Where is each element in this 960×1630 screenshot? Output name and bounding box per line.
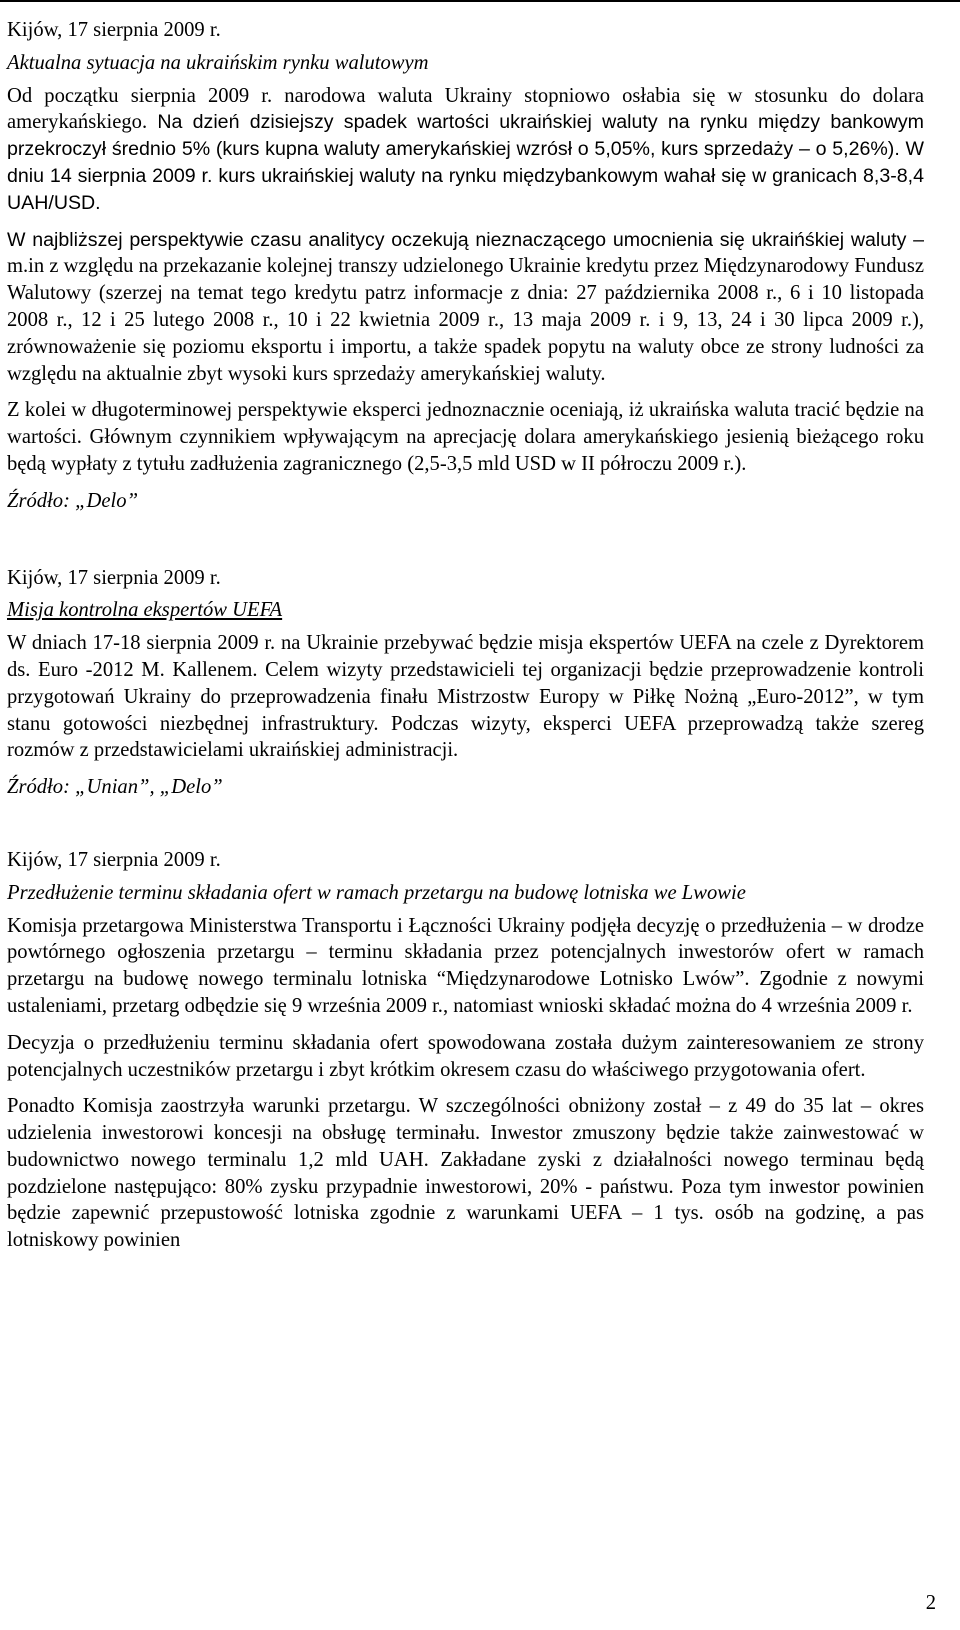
article-lviv-airport (7, 847, 924, 1254)
article-paragraph (7, 227, 924, 388)
article-uefa-mission (7, 565, 924, 801)
article-dateline: Kijów, 17 sierpnia 2009 r. (7, 566, 221, 589)
article-paragraph: Ponadto Komisja zaostrzyła warunki przetargu. W szczególności obniżony został – z 49 do 35 lat – okres udzielenia inwestorowi koncesji na obsługę terminału. Inwestor zmuszony będzie także zainwestować w budownictwo nowego terminalu 1,2 mld UAH. Zakładane zyski z działalności nowego terminau będą pozdzielone następująco: 80% zysku przypadnie inwestorowi, 20% - państwu. Poza tym inwestor powinien będzie zapewnić przepustowość lotniska zgodnie z warunkami UEFA – 1 tys. osób na godzinę, a pas lotniskowy powinien (7, 1095, 924, 1252)
article-title: Misja kontrolna ekspertów UEFA (7, 599, 283, 622)
top-rule (0, 0, 960, 2)
article-paragraph: Z kolei w długoterminowej perspektywie eksperci jednoznacznie oceniają, iż ukraińska waluta tracić będzie na wartości. Głównym czynnikiem wpływającym na aprecjację dolara amerykańskiego jesienią bieżącego roku będą wypłaty z tytułu zadłużenia zagranicznego (2,5-3,5 mld USD w II półroczu 2009 r.). (7, 399, 924, 475)
article-source: Źródło: „Delo” (7, 489, 139, 512)
article-separator (7, 801, 924, 847)
paragraph-text-sans: Na dzień dzisiejszy spadek wartości ukraińskiej waluty na rynku między bankowym przekroczył średnio 5% (kurs kupna waluty amerykańskiej wzrósł o 5,05%, kurs sprzedaży – o 5,26%). W dniu 14 sierpnia 2009 r. kurs ukraińskiej waluty na rynku międzybankowym wahał się w granicach 8,3-8,4 UAH/USD. (7, 111, 924, 214)
article-separator (7, 515, 924, 565)
article-dateline: Kijów, 17 sierpnia 2009 r. (7, 848, 221, 871)
article-source: Źródło: „Unian”, „Delo” (7, 776, 223, 799)
page-number: 2 (925, 1592, 936, 1614)
article-dateline: Kijów, 17 sierpnia 2009 r. (7, 19, 221, 41)
article-paragraph: W dniach 17-18 sierpnia 2009 r. na Ukrainie przebywać będzie misja ekspertów UEFA na czele z Dyrektorem ds. Euro -2012 M. Kallenem. Celem wizyty przedstawicieli tej organizacji będzie przeprowadzenie kontroli przygotowań Ukrainy do przeprowadzenia finału Mistrzostw Europy w Piłkę Nożną „Euro-2012”, w tym stanu gotowości niezbędnej infrastruktury. Podczas wizyty, eksperci UEFA przeprowadzą także szereg rozmów z przedstawicielami ukraińskiej administracji. (7, 632, 924, 762)
paragraph-text: Od początku sierpnia 2009 r. narodowa waluta Ukrainy stopniowo osłabia się w stosunku do dolara amerykańskiego. (7, 84, 924, 134)
article-currency (7, 17, 924, 515)
article-paragraph: Komisja przetargowa Ministerstwa Transportu i Łączności Ukrainy podjęła decyzję o przedłużenia – w drodze powtórnego ogłoszenia przetargu – terminu składania przez potencjalnych inwestorów ofert w ramach przetargu na budowę nowego terminalu lotniska “Międzynarodowe Lotnisko Lwów”. Zgodnie z nowymi ustaleniami, przetarg odbędzie się 9 września 2009 r., natomiast wnioski składać można do 4 września 2009 r. (7, 914, 924, 1017)
article-paragraph (7, 83, 924, 217)
paragraph-text: m.in z względu na przekazanie kolejnej transzy udzielonego Ukrainie kredytu przez Międzynarodowy Fundusz Walutowy (szerzej na temat tego kredytu patrz informacje z dnia: 27 października 2008 r., 6 i 10 listopada 2008 r., 12 i 25 lutego 2008 r., 10 i 22 kwietnia 2009 r., 13 maja 2009 r. i 9, 13, 24 i 30 lipca 2009 r.), zrównoważenie się poziomu eksportu i importu, a także spadek popytu na waluty obce ze strony ludności za względu na aktualnie zbyt wysoki kurs sprzedaży amerykańskiej waluty. (7, 255, 924, 385)
article-title: Aktualna sytuacja na ukraińskim rynku walutowym (7, 51, 429, 74)
article-title: Przedłużenie terminu składania ofert w ramach przetargu na budowę lotniska we Lwowie (7, 881, 746, 904)
document-body (7, 17, 924, 1264)
paragraph-text-sans: W najbliższej perspektywie czasu analitycy oczekują nieznaczącego umocnienia się ukraińśkiej waluty – (7, 228, 924, 251)
article-paragraph: Decyzja o przedłużeniu terminu składania ofert spowodowana została dużym zainteresowaniem ze strony potencjalnych uczestników przetargu i zbyt krótkim okresem czasu do właściwego przygotowania ofert. (7, 1031, 924, 1081)
